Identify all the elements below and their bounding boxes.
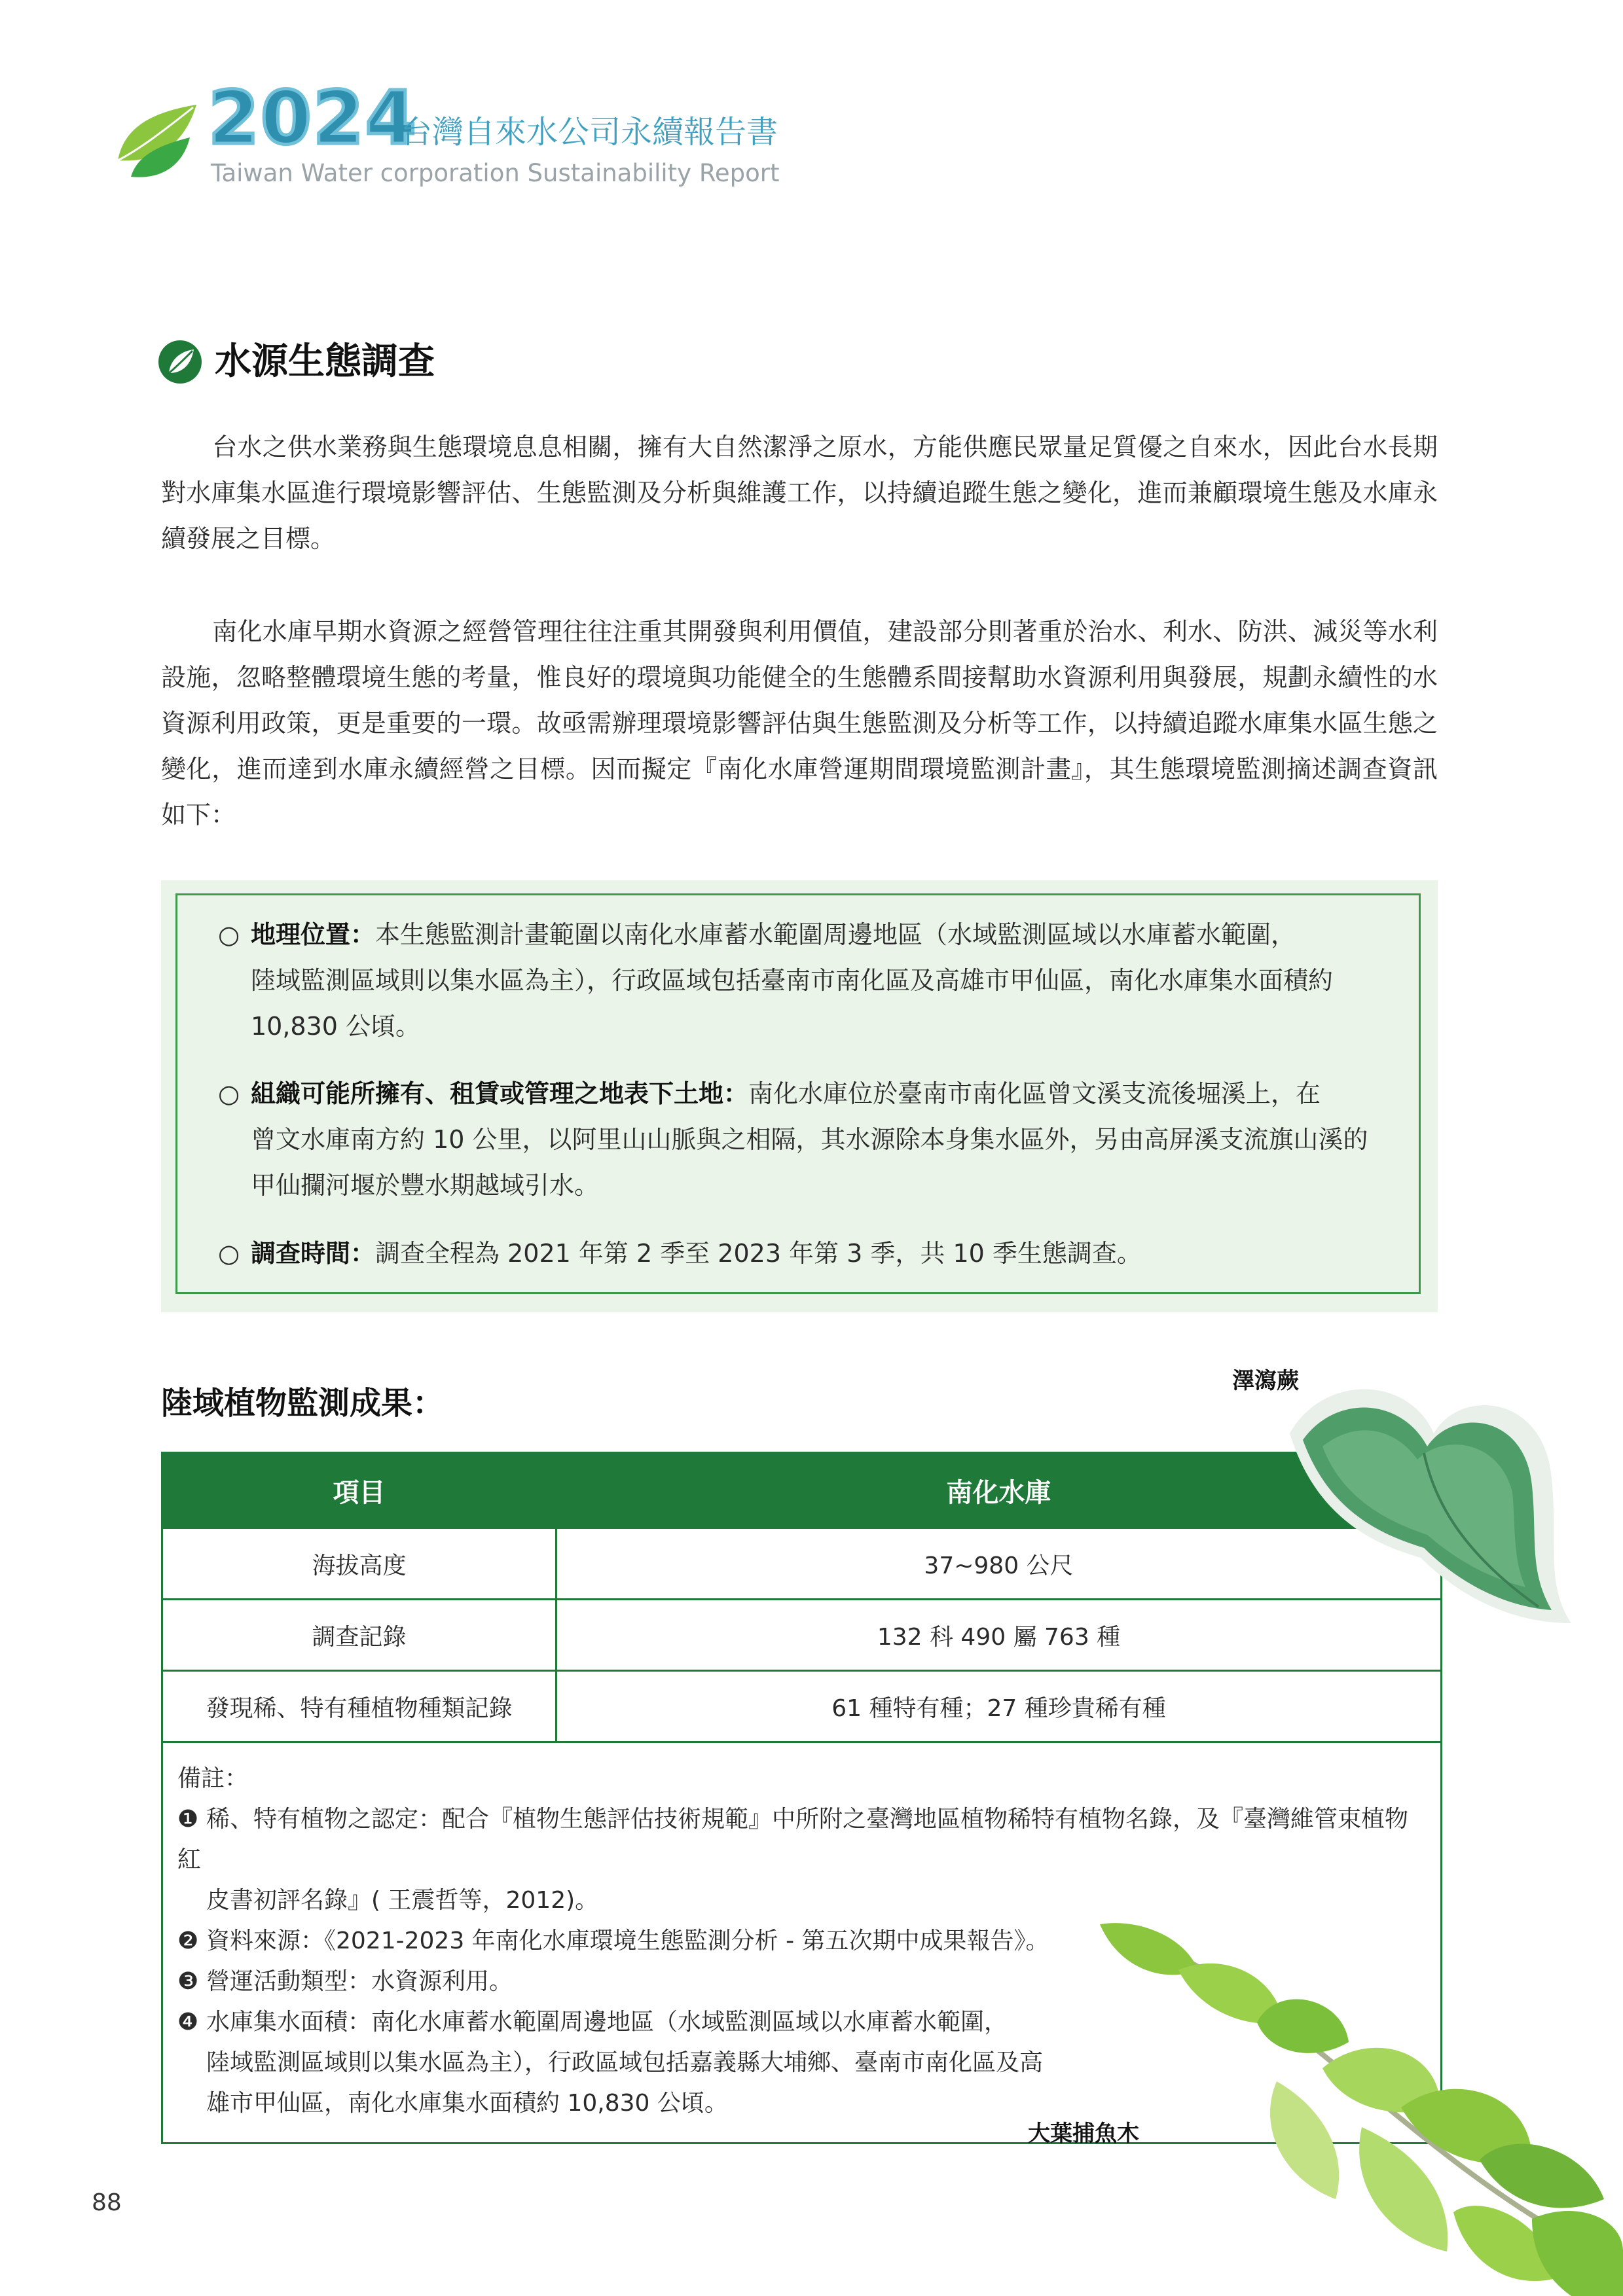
leaf-icon — [157, 339, 203, 385]
table-cell: 37~980 公尺 — [556, 1528, 1442, 1600]
report-year: 2024 — [208, 76, 418, 161]
report-title-en: Taiwan Water corporation Sustainability Report — [211, 159, 780, 187]
table-cell: 132 科 490 屬 763 種 — [556, 1600, 1442, 1671]
info-item-land: ○ 組織可能所擁有、租賃或管理之地表下土地：南化水庫位於臺南市南化區曾文溪支流後堀溪上，在 曾文水庫南方約 10 公里，以阿里山山脈與之相隔，其水源除本身集水區外，另由高屏溪支流旗山溪的甲仙攔河堰於豐水期越域引水。 — [218, 1079, 1368, 1200]
column-header-reservoir: 南化水庫 — [556, 1453, 1442, 1528]
info-box — [161, 880, 1438, 1312]
section-title: 水源生態調查 — [215, 340, 435, 383]
table-cell: 發現稀、特有種植物種類記錄 — [162, 1671, 556, 1742]
crateva-leaves-image — [1061, 1911, 1623, 2296]
note-item: ❷ 資料來源：《2021-2023 年南化水庫環境生態監測分析 - 第五次期中成果報告》。 — [177, 1928, 1049, 1954]
table-cell: 調查記錄 — [162, 1600, 556, 1671]
plant-caption-1: 澤瀉蕨 — [1232, 1368, 1299, 1394]
info-item-location: ○ 地理位置：本生態監測計畫範圍以南化水庫蓄水範圍周邊地區（水域監測區域以水庫蓄水範圍， 陸域監測區域則以集水區為主），行政區域包括臺南市南化區及高雄市甲仙區，南化水庫集水面積約 10,830 公頃。 — [218, 920, 1334, 1041]
table-cell: 海拔高度 — [162, 1528, 556, 1600]
table-header-row — [162, 1453, 1442, 1528]
table-title: 陸域植物監測成果： — [161, 1385, 445, 1422]
info-item-survey-period: ○ 調查時間：調查全程為 2021 年第 2 季至 2023 年第 3 季，共 10 季生態調查。 — [218, 1239, 1142, 1268]
table-cell: 61 種特有種；27 種珍貴稀有種 — [556, 1671, 1442, 1742]
plant-caption-2: 大葉捕魚木 — [1028, 2121, 1139, 2147]
brand-leaf-logo — [111, 98, 203, 183]
table-row — [162, 1528, 1442, 1600]
report-title-zh: 台灣自來水公司永續報告書 — [401, 114, 778, 151]
note-item: ❶ 稀、特有植物之認定：配合『植物生態評估技術規範』中所附之臺灣地區植物稀特有植物名錄，及『臺灣維管束植物紅 皮書初評名錄』( 王震哲等，2012)。 — [177, 1806, 1409, 1914]
page-number: 88 — [92, 2189, 122, 2216]
intro-paragraph-2: 南化水庫早期水資源之經營管理往往注重其開發與利用價值，建設部分則著重於治水、利水、防洪、減災等水利設施，忽略整體環境生態的考量，惟良好的環境與功能健全的生態體系間接幫助水資源利用與發展，規劃永續性的水資源利用政策，更是重要的一環。故亟需辦理環境影響評估與生態監測及分析等工作，以持續追蹤水庫集水區生態之變化，進而達到水庫永續經營之目標。因而擬定『南化水庫營運期間環境監測計畫』，其生態環境監測摘述調查資訊如下： — [161, 617, 1438, 829]
note-item: ❹ 水庫集水面積：南化水庫蓄水範圍周邊地區（水域監測區域以水庫蓄水範圍， 陸域監測區域則以集水區為主），行政區域包括嘉義縣大埔鄉、臺南市南化區及高雄市甲仙區，南化水庫集水面積約 10,830 公頃。 — [177, 2009, 1044, 2117]
note-item: ❸ 營運活動類型：水資源利用。 — [177, 1968, 513, 1995]
column-header-item: 項目 — [162, 1453, 556, 1528]
intro-paragraph-1: 台水之供水業務與生態環境息息相關，擁有大自然潔淨之原水，方能供應民眾量足質優之自來水，因此台水長期對水庫集水區進行環境影響評估、生態監測及分析與維護工作，以持續追蹤生態之變化，進而兼顧環境生態及水庫永續發展之目標。 — [161, 433, 1438, 553]
notes-heading: 備註： — [177, 1765, 249, 1792]
info-box-border — [175, 893, 1421, 1294]
table-row — [162, 1600, 1442, 1671]
table-row — [162, 1671, 1442, 1742]
arrowhead-leaf-image — [1264, 1348, 1578, 1656]
